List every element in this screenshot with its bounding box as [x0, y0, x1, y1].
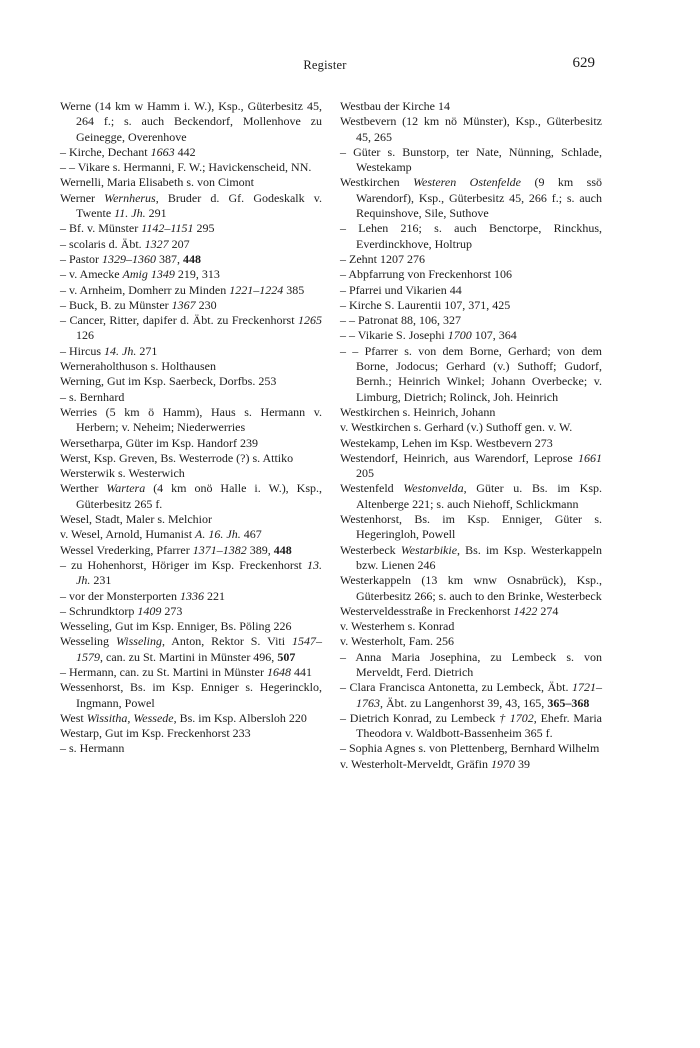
index-entry: Westendorf, Heinrich, aus Warendorf, Leprose 1661 205	[340, 450, 602, 481]
index-entry: v. Westkirchen s. Gerhard (v.) Suthoff gen. v. W.	[340, 420, 573, 435]
index-entry: – scolaris d. Äbt. 1327 207	[60, 236, 190, 251]
index-entry: Werst, Ksp. Greven, Bs. Westerrode (?) s. Attiko	[60, 450, 294, 465]
page-number: 629	[572, 55, 595, 71]
index-entry: – Clara Francisca Antonetta, zu Lembeck, Äbt. 1721–1763, Äbt. zu Langenhorst 39, 43, 165, 365–368	[340, 680, 602, 710]
index-entry: v. Wesel, Arnold, Humanist A. 16. Jh. 467	[60, 527, 262, 542]
index-entry: Werner Wernherus, Bruder d. Gf. Godeskalk v. Twente 11. Jh. 291	[60, 190, 323, 221]
index-entry: Westerbeck Westarbikie, Bs. im Ksp. Westerkappeln bzw. Lienen 246	[340, 542, 603, 572]
index-entry: Westkirchen s. Heinrich, Johann	[340, 404, 496, 419]
index-entry: Wessel Vrederking, Pfarrer 1371–1382 389, 448	[60, 542, 292, 557]
index-entry: – Cancer, Ritter, dapifer d. Äbt. zu Freckenhorst 1265 126	[60, 313, 322, 343]
index-entry: Wesseling Wisseling, Anton, Rektor S. Viti 1547–1579, can. zu St. Martini in Münster 496, 507	[60, 634, 322, 664]
index-entry: v. Westerholt, Fam. 256	[340, 634, 455, 649]
index-entry: Wesseling, Gut im Ksp. Enniger, Bs. Pöling 226	[60, 619, 292, 634]
index-entry: – s. Hermann	[60, 741, 125, 756]
index-entry: – Abpfarrung von Freckenhorst 106	[340, 267, 512, 282]
index-entry: – – Patronat 88, 106, 327	[340, 313, 461, 328]
index-entry: Wersetharpa, Güter im Ksp. Handorf 239	[60, 435, 258, 450]
index-entry: – Hircus 14. Jh. 271	[60, 343, 158, 358]
index-entry: – Lehen 216; s. auch Benctorpe, Rinckhus, Everdinckhove, Holtrup	[340, 221, 602, 251]
index-entry: Wersterwik s. Westerwich	[60, 466, 185, 481]
index-entry: Wessenhorst, Bs. im Ksp. Enniger s. Hegerincklo, Ingmann, Powel	[60, 680, 322, 710]
index-entry: Westbevern (12 km nö Münster), Ksp., Güterbesitz 45, 265	[340, 114, 602, 144]
index-entry: – – Vikarie S. Josephi 1700 107, 364	[340, 328, 517, 343]
index-entry: Westenhorst, Bs. im Ksp. Enniger, Güter s. Hegeringloh, Powell	[340, 512, 602, 542]
index-entry: – Sophia Agnes s. von Plettenberg, Bernhard Wilhelm	[340, 741, 600, 756]
index-entry: – Kirche S. Laurentii 107, 371, 425	[340, 297, 511, 312]
index-entry: Werries (5 km ö Hamm), Haus s. Hermann v. Herbern; v. Neheim; Niederwerries	[60, 404, 322, 435]
index-entry: – Zehnt 1207 276	[340, 251, 425, 266]
page-header	[0, 55, 700, 78]
index-entry: – Kirche, Dechant 1663 442	[60, 144, 196, 159]
index-entry: – v. Arnheim, Domherr zu Minden 1221–1224 385	[60, 282, 305, 297]
index-entry: Westenfeld Westonvelda, Güter u. Bs. im Ksp. Altenberge 221; s. auch Niehoff, Schlickmann	[340, 481, 603, 511]
index-entry: Westekamp, Lehen im Ksp. Westbevern 273	[340, 435, 553, 450]
running-title: Register	[303, 58, 347, 72]
index-entry: Wesel, Stadt, Maler s. Melchior	[60, 512, 212, 527]
index-entry: West Wissitha, Wessede, Bs. im Ksp. Albersloh 220	[60, 710, 307, 725]
index-entry: Westarp, Gut im Ksp. Freckenhorst 233	[60, 726, 251, 741]
index-column-right	[340, 99, 602, 772]
index-entry: – zu Hohenhorst, Höriger im Ksp. Freckenhorst 13. Jh. 231	[60, 557, 322, 588]
index-entry: – – Vikare s. Hermanni, F. W.; Havickenscheid, NN.	[60, 160, 312, 175]
index-entry: – Güter s. Bunstorp, ter Nate, Nünning, Schlade, Westekamp	[340, 144, 602, 175]
index-entry: v. Westerhem s. Konrad	[340, 619, 455, 634]
index-entry: Westbau der Kirche 14	[340, 99, 450, 113]
index-entry: – Dietrich Konrad, zu Lembeck † 1702, Ehefr. Maria Theodora v. Waldbott-Bassenheim 365 f.	[340, 710, 603, 741]
index-entry: – Schrundktorp 1409 273	[60, 603, 183, 618]
index-entry: Westkirchen Westeren Ostenfelde (9 km ssö Warendorf), Ksp., Güterbesitz 45, 266 f.; s. auch Requinshove, Sile, Suthove	[340, 175, 603, 221]
index-entry: Werther Wartera (4 km onö Halle i. W.), Ksp., Güterbesitz 265 f.	[60, 481, 322, 511]
index-entry: Werneraholthuson s. Holthausen	[60, 359, 216, 374]
index-entry: – s. Bernhard	[60, 389, 125, 404]
index-entry: – Pfarrei und Vikarien 44	[340, 282, 462, 297]
index-entry: – Pastor 1329–1360 387, 448	[60, 251, 201, 266]
index-entry: – vor der Monsterporten 1336 221	[60, 588, 225, 603]
index-entry: v. Westerholt-Merveldt, Gräfin 1970 39	[340, 756, 530, 771]
index-entry: Wernelli, Maria Elisabeth s. von Cimont	[60, 175, 254, 190]
index-entry: – Buck, B. zu Münster 1367 230	[60, 297, 217, 312]
index-entry: – Bf. v. Münster 1142–1151 295	[60, 221, 215, 236]
index-entry: – Hermann, can. zu St. Martini in Münster 1648 441	[60, 664, 312, 679]
index-entry: Westerkappeln (13 km wnw Osnabrück), Ksp., Güterbesitz 266; s. auch to den Brinke, Westerbeck	[340, 573, 602, 603]
index-column-left	[60, 99, 322, 757]
index-entry: Westerveldesstraße in Freckenhorst 1422 274	[340, 603, 559, 618]
index-entry: Werning, Gut im Ksp. Saerbeck, Dorfbs. 253	[60, 374, 277, 389]
index-entry: – Anna Maria Josephina, zu Lembeck s. von Merveldt, Ferd. Dietrich	[340, 649, 602, 679]
index-entry: – v. Amecke Amig 1349 219, 313	[60, 267, 220, 282]
index-entry: Werne (14 km w Hamm i. W.), Ksp., Güterbesitz 45, 264 f.; s. auch Beckendorf, Mollenhove zu Geinegge, Overenhove	[60, 99, 322, 144]
index-entry: – – Pfarrer s. von dem Borne, Gerhard; von dem Borne, Jodocus; Gerhard (v.) Suthoff; Gudorf, Bernh.; Heinrich Winkel; Johann Overbecke; v. Limburg, Dietrich; Rolinck, Joh. Heinrich	[340, 343, 602, 404]
